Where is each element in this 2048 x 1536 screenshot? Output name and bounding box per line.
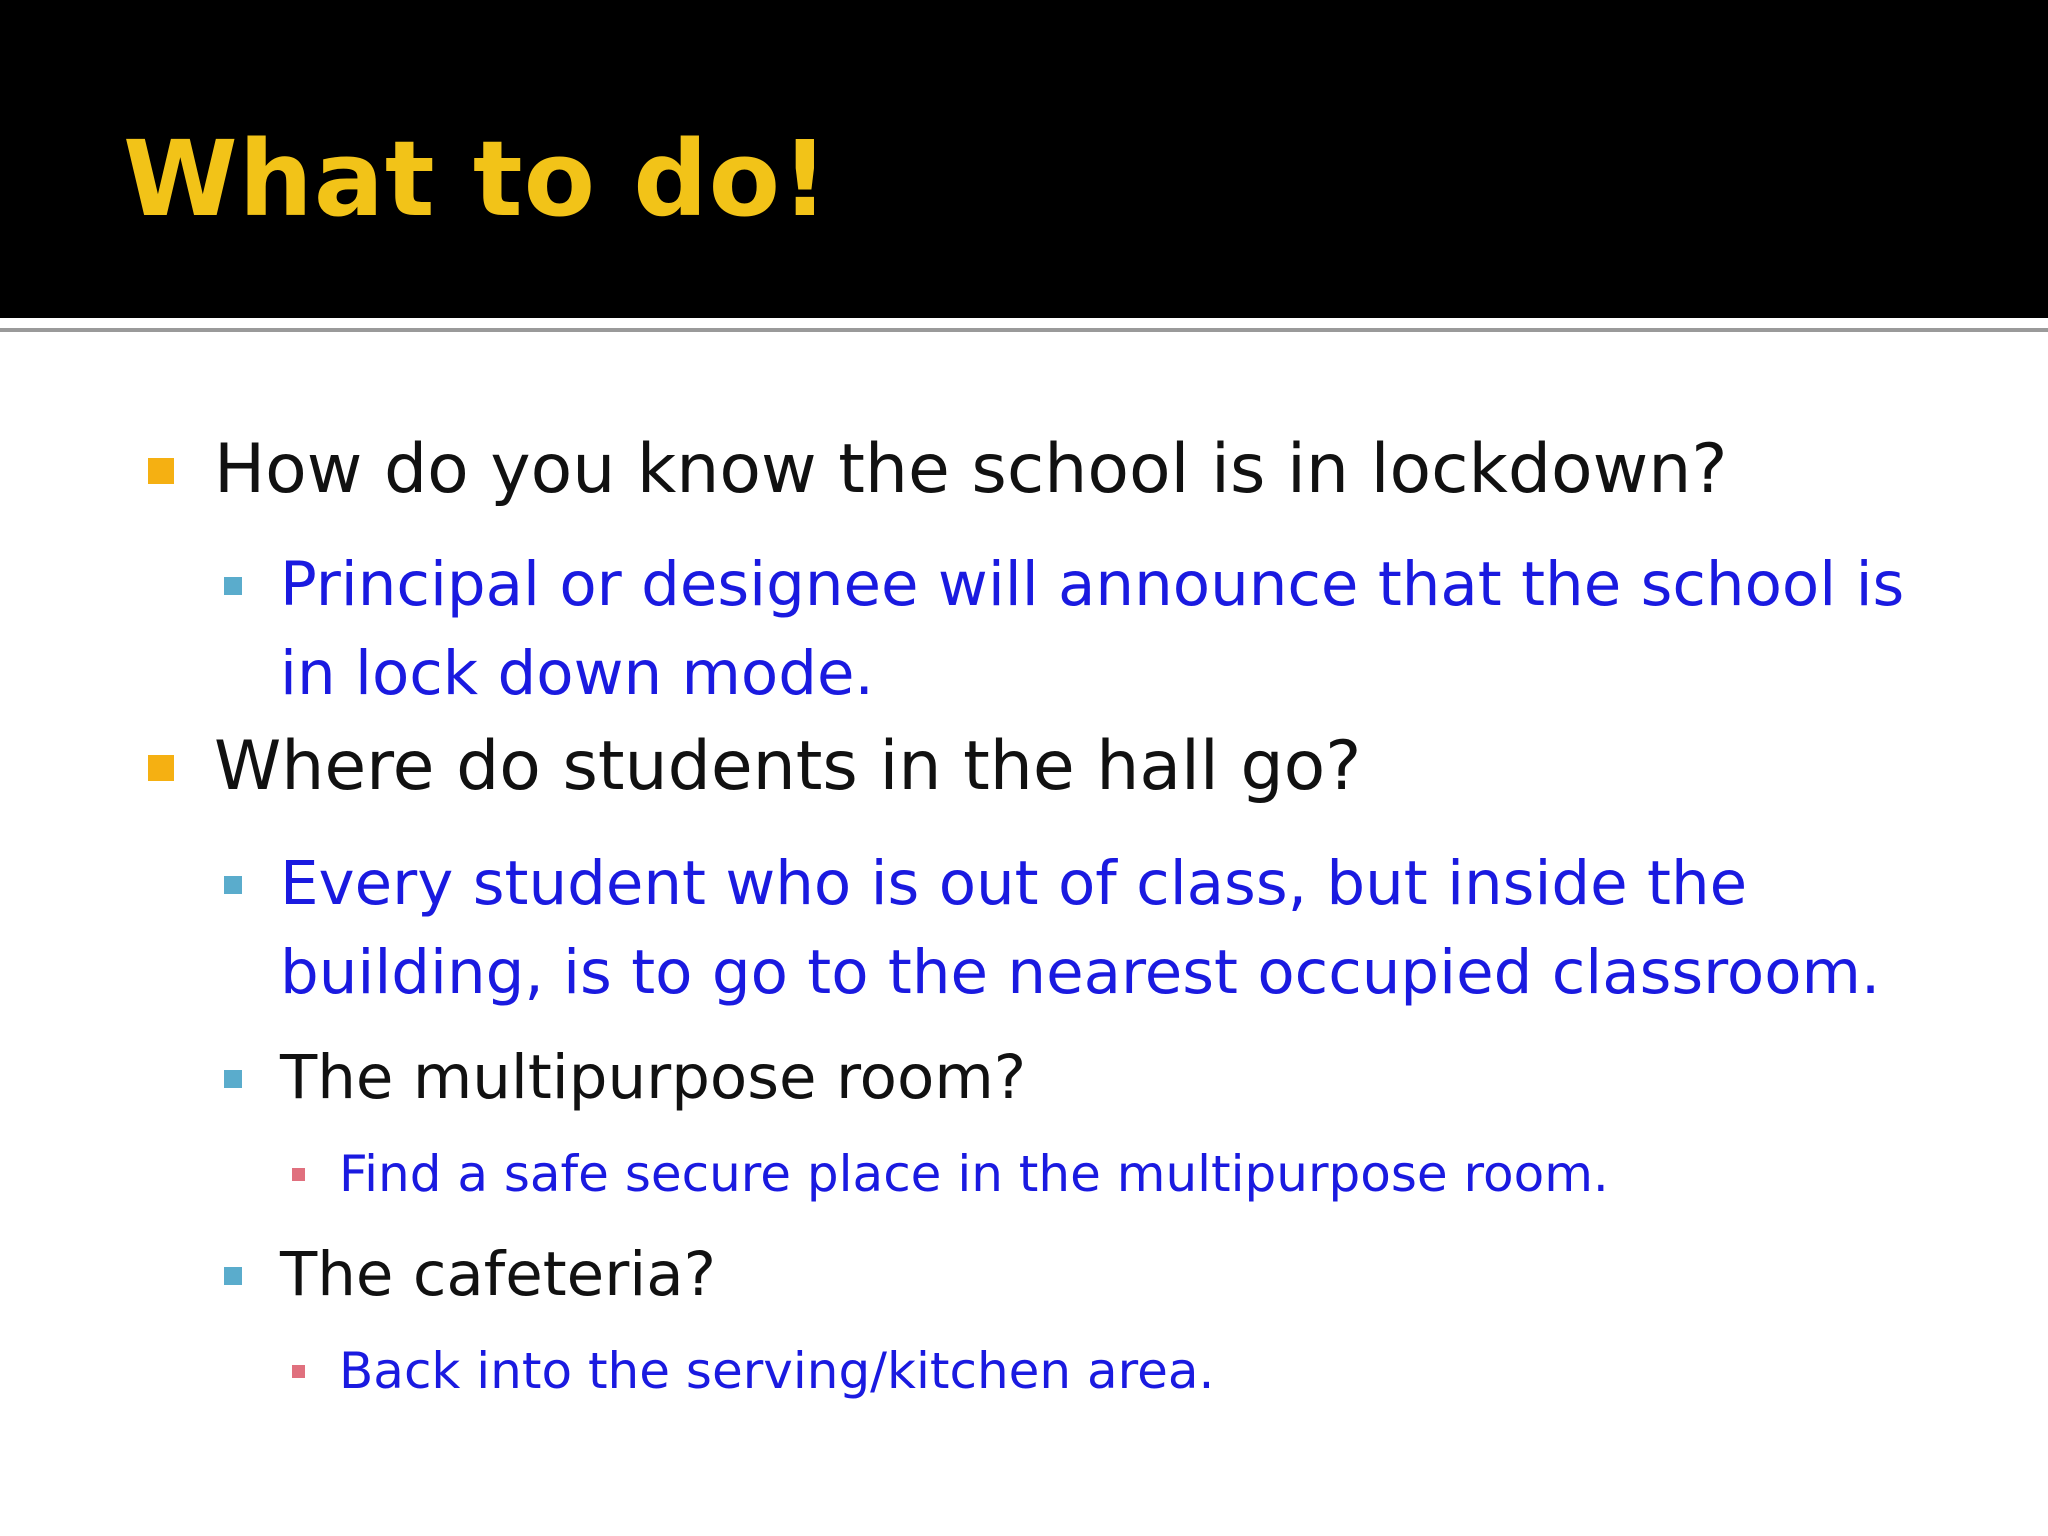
bullet-text: The cafeteria? xyxy=(280,1239,716,1310)
bullet-text: Find a safe secure place in the multipurpose room. xyxy=(339,1145,1609,1203)
square-bullet-icon xyxy=(292,1365,305,1378)
title-bar xyxy=(0,0,2048,318)
bullet-text: The multipurpose room? xyxy=(280,1042,1027,1113)
square-bullet-icon xyxy=(148,458,174,484)
square-bullet-icon xyxy=(224,1267,242,1285)
slide-title: What to do! xyxy=(123,118,830,240)
bullet-text xyxy=(280,540,1904,718)
bullet-text: How do you know the school is in lockdown? xyxy=(214,430,1728,509)
bullet-text: Where do students in the hall go? xyxy=(214,727,1362,806)
bullet-text-line: Principal or designee will announce that the school is xyxy=(280,549,1905,620)
bullet-text-line: in lock down mode. xyxy=(280,638,874,709)
square-bullet-icon xyxy=(224,1070,242,1088)
square-bullet-icon xyxy=(224,876,242,894)
bullet-text xyxy=(280,839,1880,1017)
square-bullet-icon xyxy=(224,577,242,595)
square-bullet-icon xyxy=(148,755,174,781)
bullet-text-line: building, is to go to the nearest occupied classroom. xyxy=(280,937,1881,1008)
bullet-text: Back into the serving/kitchen area. xyxy=(339,1342,1215,1400)
title-divider xyxy=(0,328,2048,332)
bullet-text-line: Every student who is out of class, but inside the xyxy=(280,848,1748,919)
square-bullet-icon xyxy=(292,1168,305,1181)
